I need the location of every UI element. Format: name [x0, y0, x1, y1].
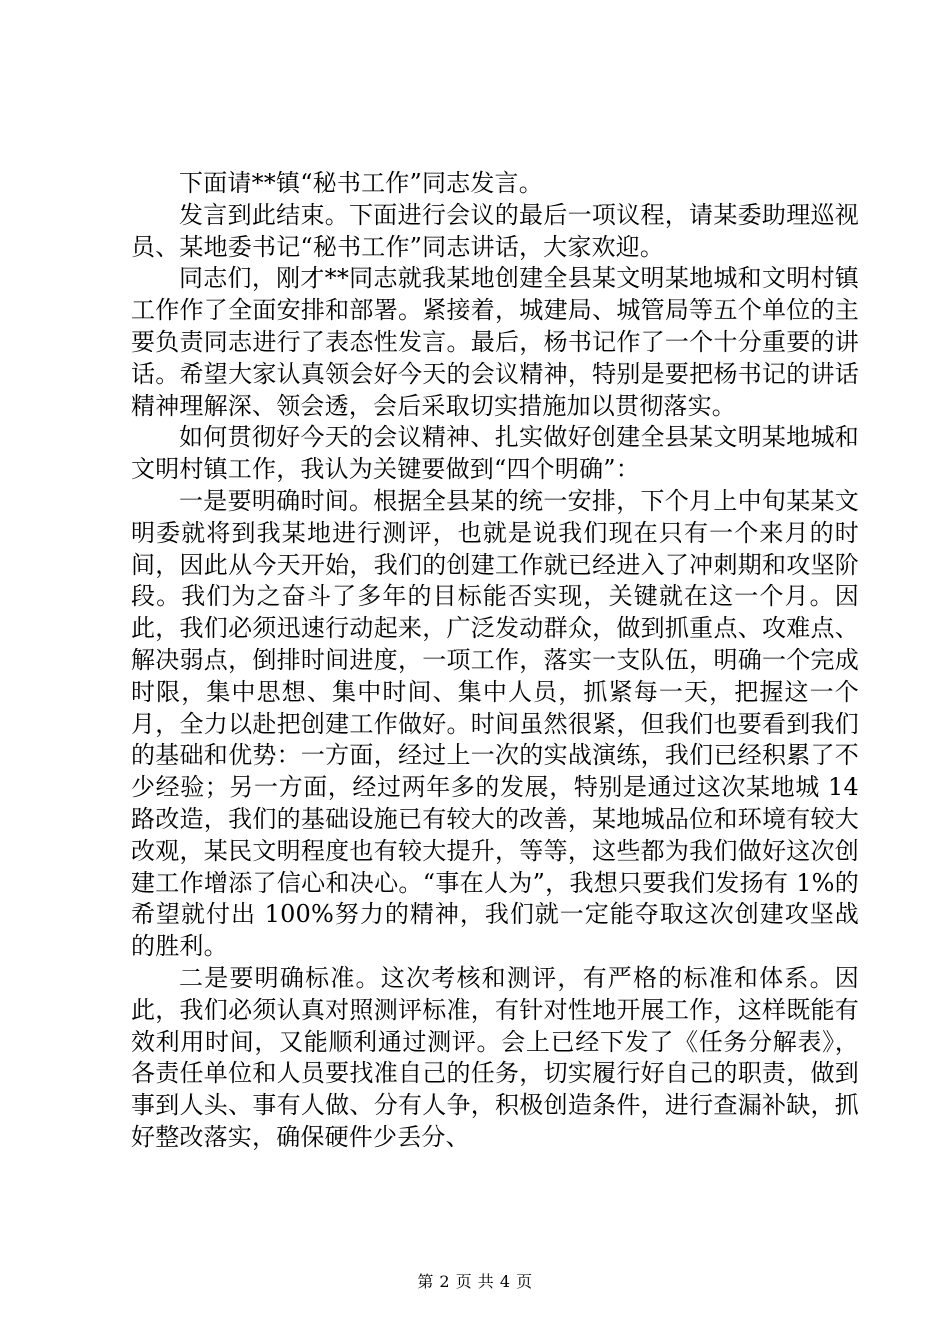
paragraph: 二是要明确标准。这次考核和测评，有严格的标准和体系。因此，我们必须认真对照测评标准，有针对性地开展工作，这样既能有效利用时间，又能顺利通过测评。会上已经下发了《任务分解表》，各责任单位和人员要找准自己的任务，切实履行好自己的职责，做到事到人头、事有人做、分有人争，积极创造条件，进行查漏补缺，抓好整改落实，确保硬件少丢分、 — [131, 963, 859, 1151]
paragraph: 如何贯彻好今天的会议精神、扎实做好创建全县某文明某地城和文明村镇工作，我认为关键要做到“四个明确”： — [131, 423, 859, 484]
paragraph: 同志们，刚才**同志就我某地创建全县某文明某地城和文明村镇工作作了全面安排和部署。紧接着，城建局、城管局等五个单位的主要负责同志进行了表态性发言。最后，杨书记作了一个十分重要的讲话。希望大家认真领会好今天的会议精神，特别是要把杨书记的讲话精神理解深、领会透，会后采取切实措施加以贯彻落实。 — [131, 264, 859, 420]
paragraph: 一是要明确时间。根据全县某的统一安排，下个月上中旬某某文明委就将到我某地进行测评，也就是说我们现在只有一个来月的时间，因此从今天开始，我们的创建工作就已经进入了冲刺期和攻坚阶段。我们为之奋斗了多年的目标能否实现，关键就在这一个月。因此，我们必须迅速行动起来，广泛发动群众，做到抓重点、攻难点、解决弱点，倒排时间进度，一项工作，落实一支队伍，明确一个完成时限，集中思想、集中时间、集中人员，抓紧每一天，把握这一个月，全力以赴把创建工作做好。时间虽然很紧，但我们也要看到我们的基础和优势：一方面，经过上一次的实战演练，我们已经积累了不少经验；另一方面，经过两年多的发展，特别是通过这次某地城 14 路改造，我们的基础设施已有较大的改善，某地城品位和环境有较大改观，某民文明程度也有较大提升，等等，这些都为我们做好这次创建工作增添了信心和决心。“事在人为”，我想只要我们发扬有 1%的希望就付出 100%努力的精神，我们就一定能夺取这次创建攻坚战的胜利。 — [131, 486, 859, 961]
document-body — [131, 168, 859, 1154]
paragraph: 下面请**镇“秘书工作”同志发言。 — [179, 169, 543, 197]
page-footer: 第 2 页 共 4 页 — [417, 1272, 533, 1291]
paragraph: 发言到此结束。下面进行会议的最后一项议程，请某委助理巡视员、某地委书记“秘书工作”同志讲话，大家欢迎。 — [131, 200, 859, 261]
